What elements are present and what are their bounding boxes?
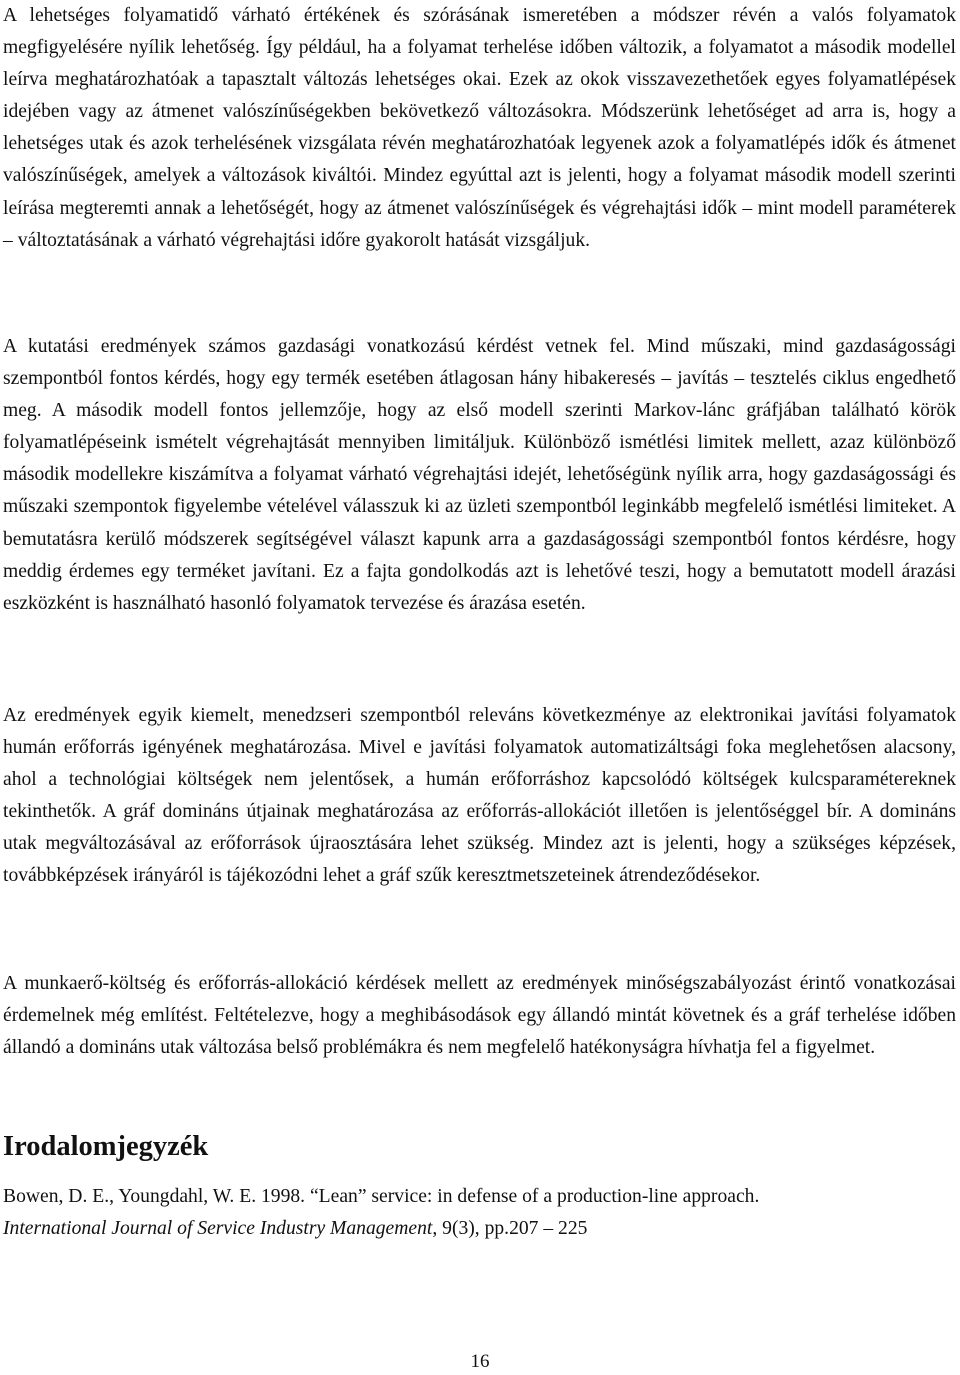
reference-authors-title: Bowen, D. E., Youngdahl, W. E. 1998. “Lean” service: in defense of a production-line approach. — [3, 1186, 760, 1207]
page-number: 16 — [470, 1351, 490, 1372]
bibliography-entry — [3, 1181, 956, 1245]
paragraph-process-observation: A lehetséges folyamatidő várható értékének és szórásának ismeretében a módszer révén a valós folyamatok megfigyelésére nyílik lehetőség. Így például, ha a folyamat terhelése időben változik, a folyamatot a második modellel leírva meghatározhatóak a tapasztalt változás lehetséges okai. Ezek az okok visszavezethetőek egyes folyamatlépések idejében vagy az átmenet valószínűségekben bekövetkező változásokra. Módszerünk lehetőséget ad arra is, hogy a lehetséges utak és azok terhelésének vizsgálata révén meghatározhatóak legyenek azok a folyamatlépés idők és átmenet valószínűségek, amelyek a változások kiváltói. Mindez egyúttal azt is jelenti, hogy a folyamat második modell szerinti leírása megteremti annak a lehetőségét, hogy az átmenet valószínűségek és végrehajtási idők – mint modell paraméterek – változtatásának a várható végrehajtási időre gyakorolt hatását vizsgáljuk. — [3, 5, 956, 251]
reference-details: , 9(3), pp.207 – 225 — [432, 1218, 588, 1240]
paragraph-quality-control: A munkaerő-költség és erőforrás-allokáció kérdések mellett az eredmények minőségszabályozást érintő vonatkozásai érdemelnek még említést. Feltételezve, hogy a meghibásodások egy állandó mintát követnek és a gráf terhelése időben állandó a domináns utak változása belső problémákra és nem megfelelő hatékonyságra hívhatja fel a figyelmet. — [3, 973, 956, 1059]
paragraph-economic-questions: A kutatási eredmények számos gazdasági vonatkozású kérdést vetnek fel. Mind műszaki, mind gazdaságossági szempontból fontos kérdés, hogy egy termék esetében átlagosan hány hibakeresés – javítás – tesztelés ciklus engedhető meg. A második modell fontos jellemzője, hogy az első modell szerinti Markov-lánc gráfjában található körök folyamatlépéseink ismételt végrehajtását mennyiben limitáljuk. Különböző ismétlési limitek mellett, azaz különböző második modellekre kiszámítva a folyamat várható végrehajtási idejét, lehetőségünk nyílik arra, hogy gazdaságossági és műszaki szempontok figyelembe vételével válasszuk ki az üzleti szempontból leginkább megfelelő ismétlési limiteket. A bemutatásra kerülő módszerek segítségével választ kapunk arra a gazdaságossági szempontból fontos kérdésre, hogy meddig érdemes egy terméket javítani. Ez a fajta gondolkodás azt is lehetővé teszi, hogy a bemutatott modell árazási eszközként is használható hasonló folyamatok tervezése és árazása esetén. — [3, 336, 956, 614]
paragraph-human-resources: Az eredmények egyik kiemelt, menedzseri szempontból releváns következménye az elektronikai javítási folyamatok humán erőforrás igényének meghatározása. Mivel e javítási folyamatok automatizáltsági foka meglehetősen alacsony, ahol a technológiai költségek nem jelentősek, a humán erőforráshoz kapcsolódó költségek kulcsparamétereknek tekinthetők. A gráf domináns útjainak meghatározása az erőforrás-allokációt illetően is jelentőséggel bír. A domináns utak megváltozásával az erőforrások újraosztására lehet szükség. Mindez azt is jelenti, hogy a szükséges képzések, továbbképzések irányáról is tájékozódni lehet a gráf szűk keresztmetszeteinek átrendeződésekor. — [3, 705, 956, 887]
reference-journal: International Journal of Service Industry Management — [3, 1218, 433, 1240]
bibliography-heading: Irodalomjegyzék — [3, 1131, 209, 1162]
